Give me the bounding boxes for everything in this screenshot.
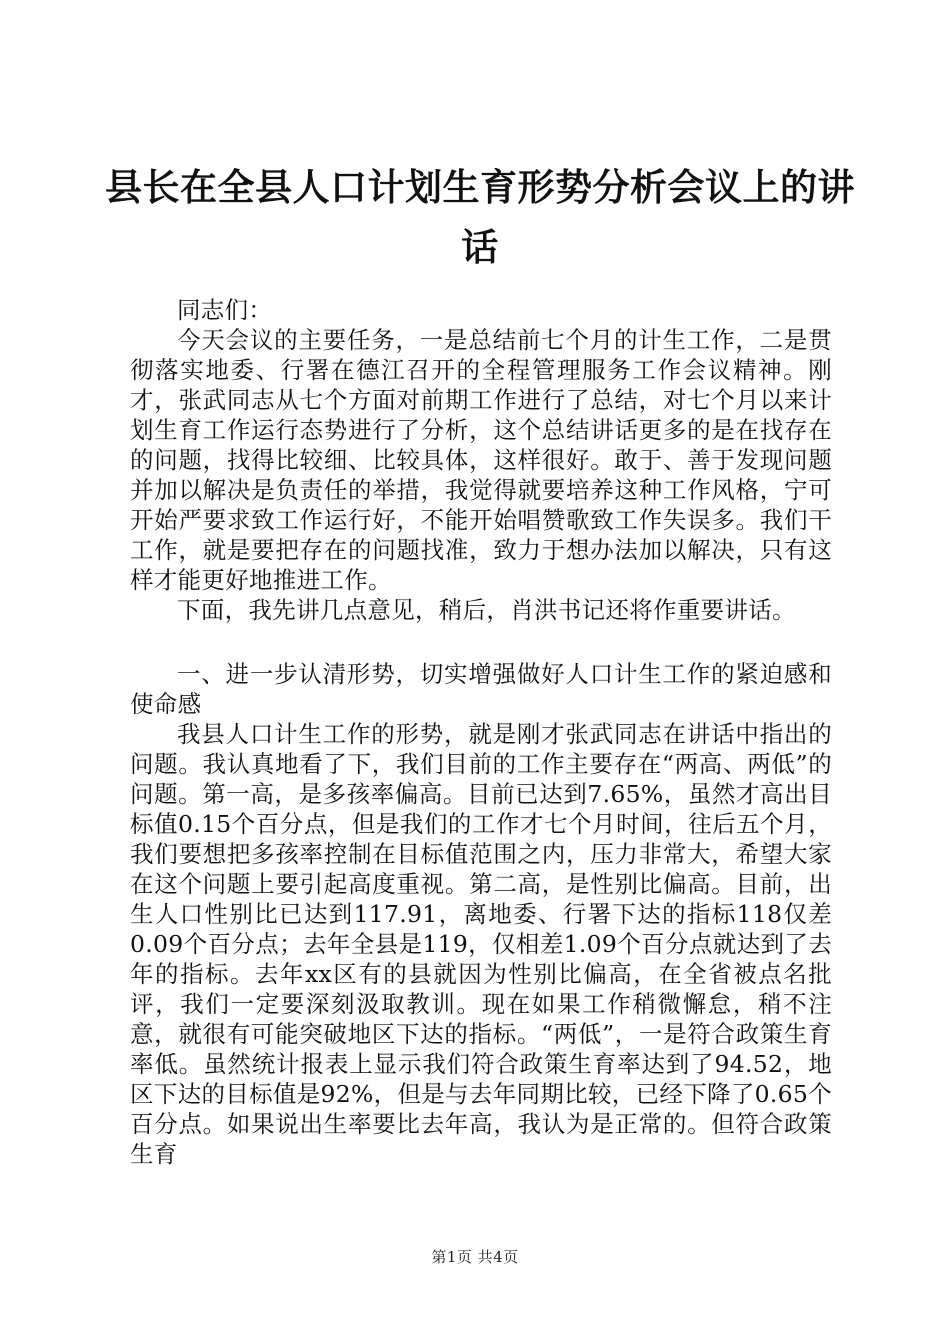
section-paragraph: 我县人口计生工作的形势，就是刚才张武同志在讲话中指出的问题。我认真地看了下，我们目前的工作主要存在“两高、两低”的问题。第一高，是多孩率偏高。目前已达到7.65%，虽然才高出目标值0.15个百分点，但是我们的工作才七个月时间，往后五个月，我们要想把多孩率控制在目标值范围之内，压力非常大，希望大家在这个问题上要引起高度重视。第二高，是性别比偏高。目前，出生人口性别比已达到117.91，离地委、行署下达的指标118仅差0.09个百分点；去年全县是119，仅相差1.09个百分点就达到了去年的指标。去年xx区有的县就因为性别比偏高，在全省被点名批评，我们一定要深刻汲取教训。现在如果工作稍微懈怠，稍不注意，就很有可能突破地区下达的指标。“两低”，一是符合政策生育率低。虽然统计报表上显示我们符合政策生育率达到了94.52，地区下达的目标值是92%，但是与去年同期比较，已经下降了0.65个百分点。如果说出生率要比去年高，我认为是正常的。但符合政策生育 — [130, 720, 832, 1168]
document-body — [130, 295, 832, 1169]
document-title: 县长在全县人口计划生育形势分析会议上的讲话 — [105, 166, 855, 269]
body-paragraph-2: 下面，我先讲几点意见，稍后，肖洪书记还将作重要讲话。 — [177, 596, 796, 624]
greeting-line: 同志们： — [177, 296, 273, 324]
body-paragraph-1: 今天会议的主要任务，一是总结前七个月的计生工作，二是贯彻落实地委、行署在德江召开的全程管理服务工作会议精神。刚才，张武同志从七个方面对前期工作进行了总结，对七个月以来计划生育工作运行态势进行了分析，这个总结讲话更多的是在找存在的问题，找得比较细、比较具体，这样很好。敢于、善于发现问题并加以解决是负责任的举措，我觉得就要培养这种工作风格，宁可开始严要求致工作运行好，不能开始唱赞歌致工作失误多。我们干工作，就是要把存在的问题找准，致力于想办法加以解决，只有这样才能更好地推进工作。 — [130, 326, 832, 594]
paragraph-spacer — [130, 625, 832, 659]
section-heading: 一、进一步认清形势，切实增强做好人口计生工作的紧迫感和使命感 — [130, 660, 832, 718]
page-number-footer: 第1页 共4页 — [431, 1248, 519, 1266]
